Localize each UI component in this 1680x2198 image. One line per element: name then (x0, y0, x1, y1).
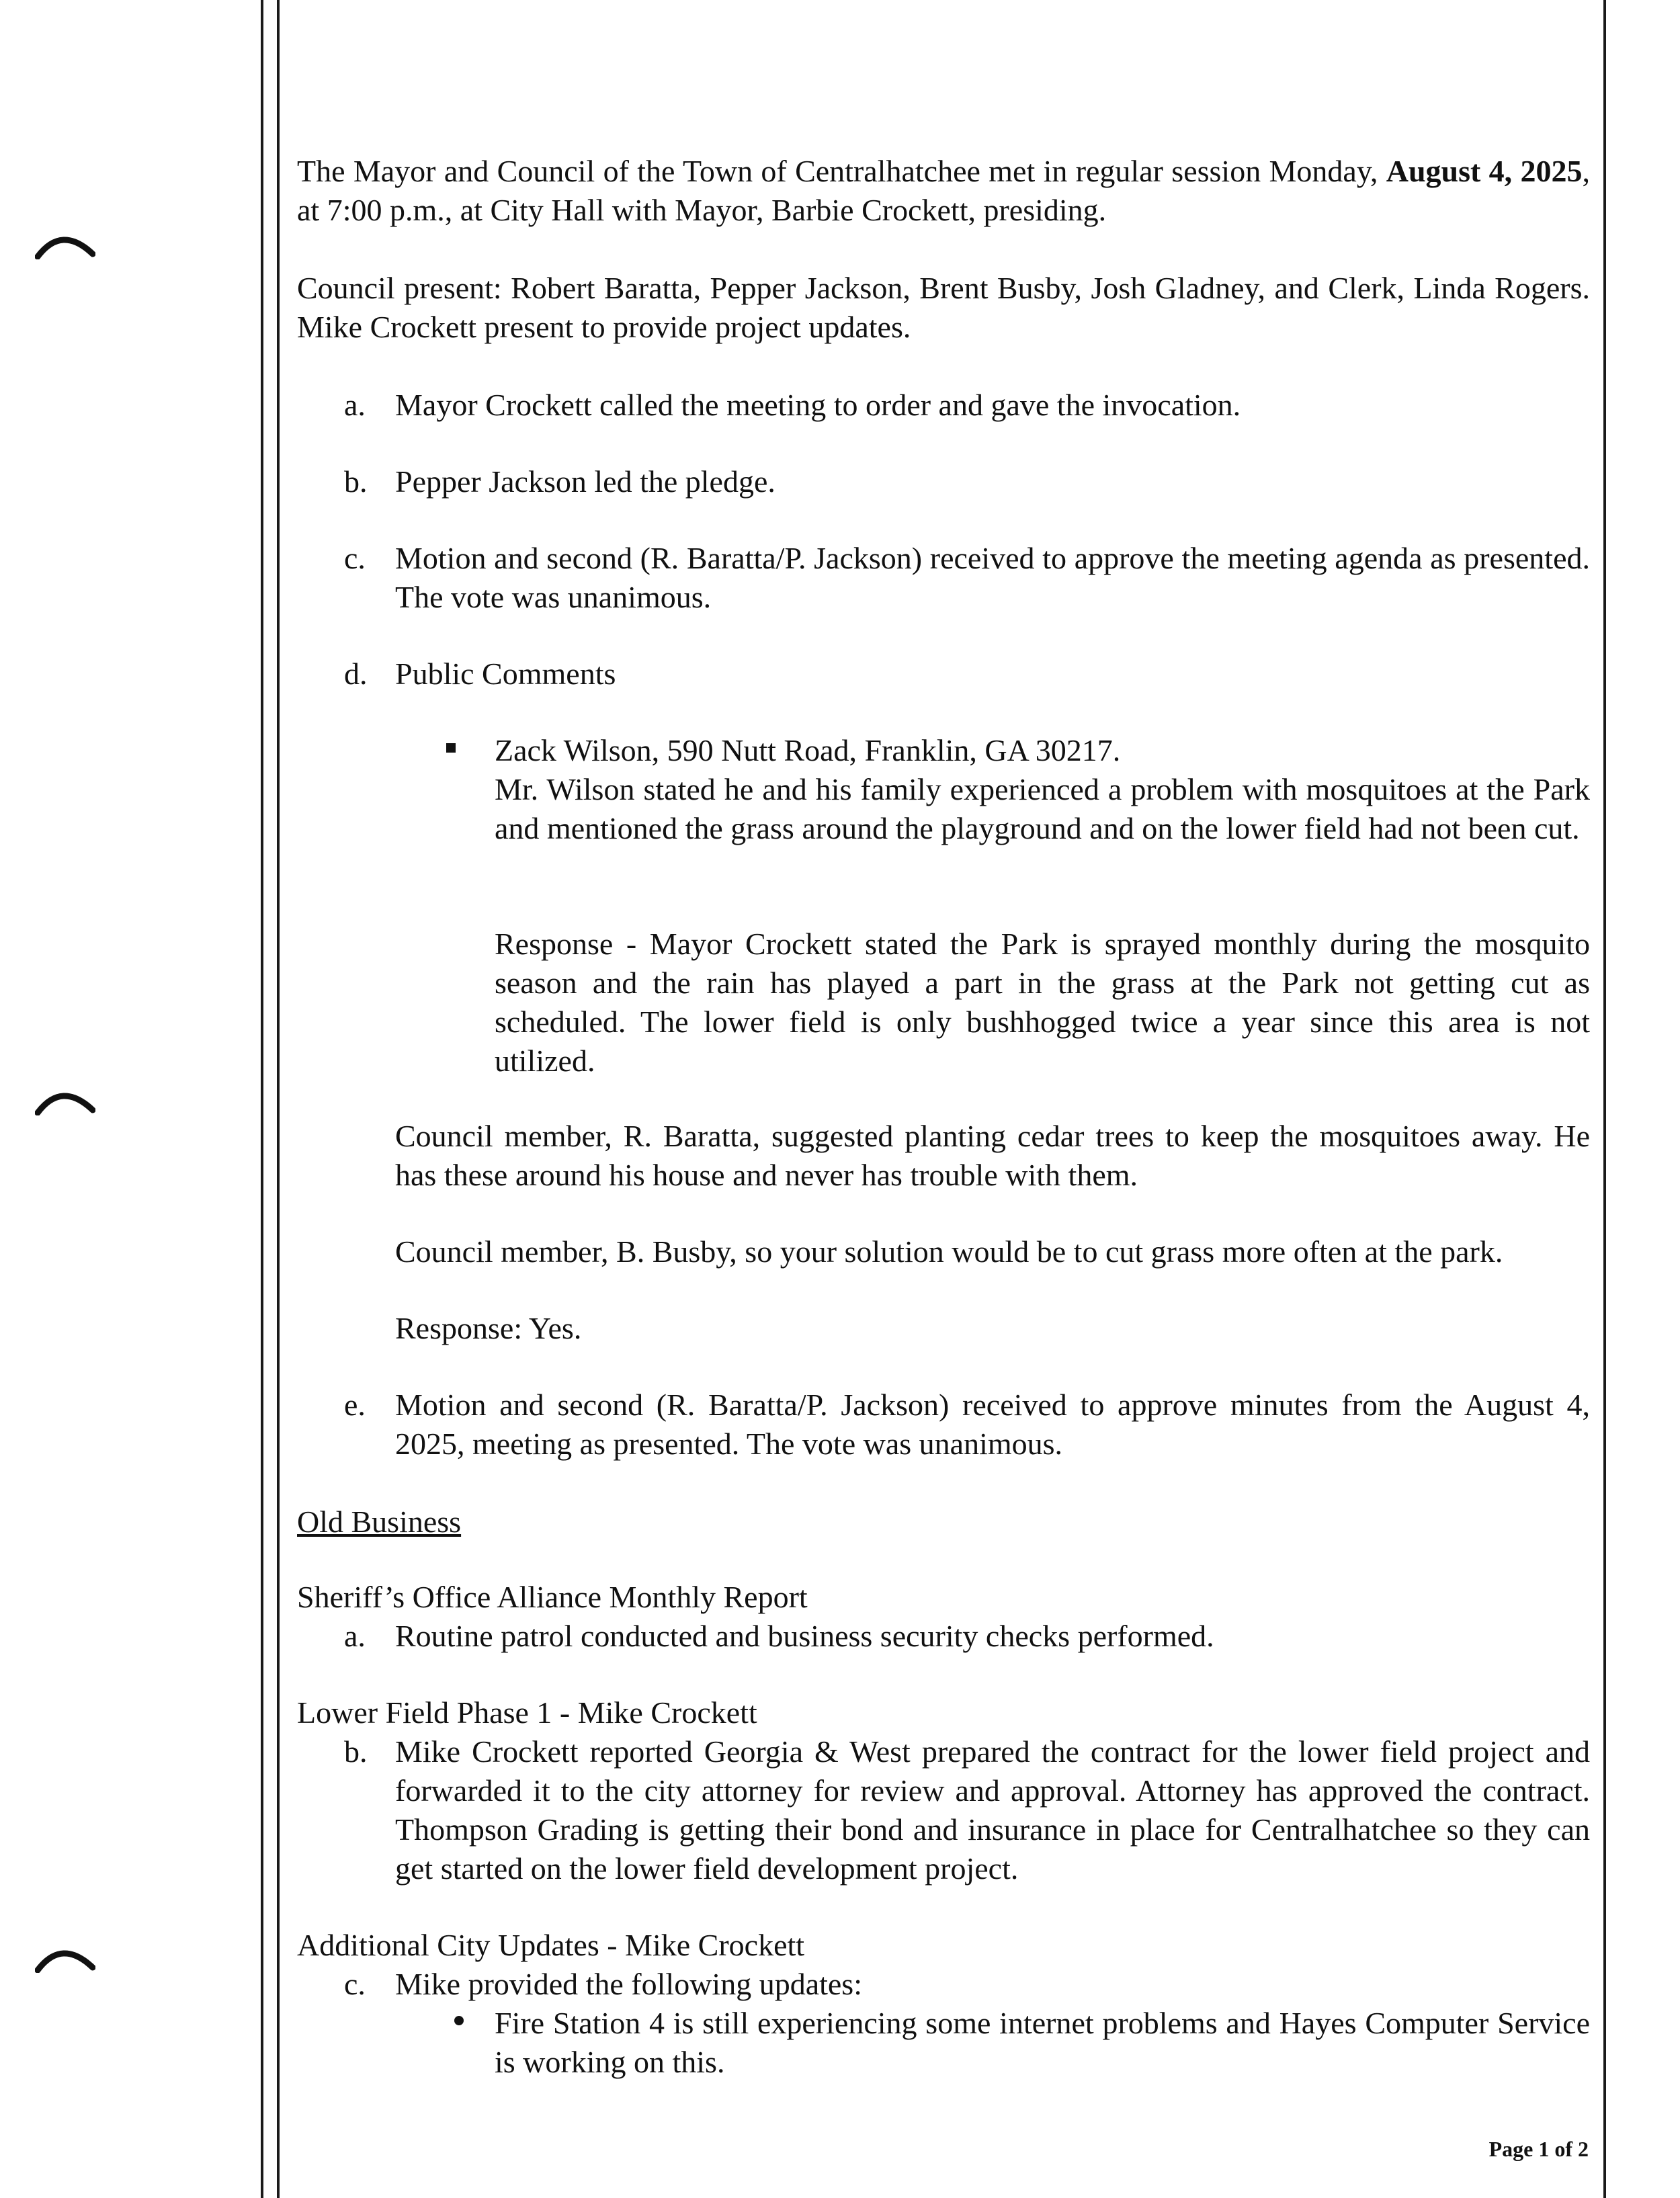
item-text: Motion and second (R. Baratta/P. Jackson) received to approve the meeting agenda as presented. The vote was unanimous. (395, 541, 1590, 614)
meeting-date: August 4, 2025 (1386, 154, 1583, 188)
comment-speaker: Zack Wilson, 590 Nutt Road, Franklin, GA 30217. (495, 733, 1121, 767)
round-bullet (454, 2016, 464, 2025)
punch-hole-mark (35, 227, 95, 259)
left-margin-rule-1 (261, 0, 263, 2198)
item-text: Mike Crockett reported Georgia & West prepared the contract for the lower field project and forwarded it to the city attorney for review and approval. Attorney has approved the contract. Thompson Grading is getting their bond and insurance in place for Centralhatchee so they can get started on the lower field development project. (395, 1734, 1590, 1886)
subheading-city-updates: Additional City Updates - Mike Crockett (297, 1928, 805, 1962)
page-number: Page 1 of 2 (1488, 2137, 1589, 2161)
subheading-lower-field: Lower Field Phase 1 - Mike Crockett (297, 1695, 757, 1730)
item-marker: a. (344, 388, 366, 422)
item-text: Mayor Crockett called the meeting to order and gave the invocation. (395, 388, 1241, 422)
intro-paragraph: The Mayor and Council of the Town of Centralhatchee met in regular session Monday, August 4, 2025, at 7:00 p.m., at City Hall with Mayor, Barbie Crockett, presiding. (297, 154, 1591, 227)
punch-hole-mark (35, 1941, 95, 1973)
item-marker: a. (344, 1619, 366, 1653)
punch-hole-mark (35, 1083, 95, 1115)
item-text: Public Comments (395, 657, 616, 691)
item-marker: e. (344, 1388, 366, 1422)
council-response: Response: Yes. (395, 1311, 582, 1345)
section-heading-old-business: Old Business (297, 1505, 462, 1539)
council-comment: Council member, R. Baratta, suggested planting cedar trees to keep the mosquitoes away. He has these around his house and never has trouble with them. (395, 1119, 1590, 1192)
bullet-text: Fire Station 4 is still experiencing some internet problems and Hayes Computer Service is working on this. (495, 2006, 1590, 2079)
square-bullet (446, 743, 456, 753)
subheading-sheriff-report: Sheriff’s Office Alliance Monthly Report (297, 1580, 808, 1614)
item-marker: b. (344, 464, 368, 499)
item-marker: c. (344, 1967, 366, 2001)
council-present: Council present: Robert Baratta, Pepper Jackson, Brent Busby, Josh Gladney, and Clerk, Linda Rogers. Mike Crockett present to provide project updates. (297, 271, 1590, 344)
comment-statement: Mr. Wilson stated he and his family experienced a problem with mosquitoes at the Park and mentioned the grass around the playground and on the lower field had not been cut. (495, 772, 1590, 845)
item-marker: c. (344, 541, 366, 575)
council-comment: Council member, B. Busby, so your solution would be to cut grass more often at the park. (395, 1234, 1503, 1269)
item-text: Routine patrol conducted and business security checks performed. (395, 1619, 1214, 1653)
item-text: Mike provided the following updates: (395, 1967, 862, 2001)
left-margin-rule-2 (277, 0, 280, 2198)
comment-response: Response - Mayor Crockett stated the Park is sprayed monthly during the mosquito season and the rain has played a part in the grass at the Park not getting cut as scheduled. The lower field is only bushhogged twice a year since this area is not utilized. (495, 927, 1590, 1078)
item-text: Motion and second (R. Baratta/P. Jackson) received to approve minutes from the August 4, 2025, meeting as presented. The vote was unanimous. (395, 1388, 1590, 1461)
item-marker: d. (344, 657, 368, 691)
item-text: Pepper Jackson led the pledge. (395, 464, 775, 499)
item-marker: b. (344, 1734, 368, 1769)
right-margin-rule (1603, 0, 1606, 2198)
